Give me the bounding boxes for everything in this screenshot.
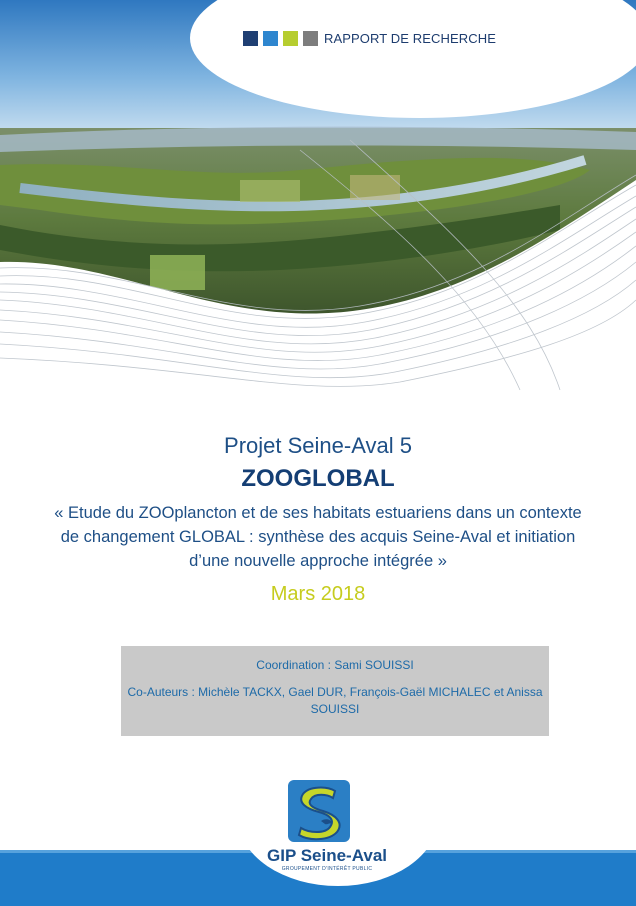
logo-s-icon: [285, 777, 353, 845]
project-acronym: ZOOGLOBAL: [241, 465, 395, 492]
header-square-4: [303, 31, 318, 46]
hero-aerial-image: [0, 0, 636, 400]
coauthors-text: Co-Auteurs : Michèle TACKX, Gael DUR, François-Gaël MICHALEC et Anissa SOUISSI: [127, 685, 543, 716]
logo-tagline: GROUPEMENT D'INTÉRÊT PUBLIC: [281, 866, 373, 872]
header-square-3: [283, 31, 298, 46]
report-subtitle: « Etude du ZOOplancton et de ses habitats estuariens dans un contexte de changement GLOBAL : synthèse des acquis Seine-Aval et initiation d’une nouvelle approche intégrée »: [54, 504, 582, 570]
authors-box: [121, 646, 549, 736]
header-square-1: [243, 31, 258, 46]
project-title: Projet Seine-Aval 5: [224, 433, 412, 458]
title-block: [0, 432, 636, 606]
header: [243, 28, 496, 48]
logo-name: GIP Seine-Aval: [267, 846, 387, 865]
header-label: RAPPORT DE RECHERCHE: [324, 30, 496, 46]
report-date: Mars 2018: [270, 583, 366, 605]
coordination-text: Coordination : Sami SOUISSI: [256, 658, 414, 672]
header-square-2: [263, 31, 278, 46]
